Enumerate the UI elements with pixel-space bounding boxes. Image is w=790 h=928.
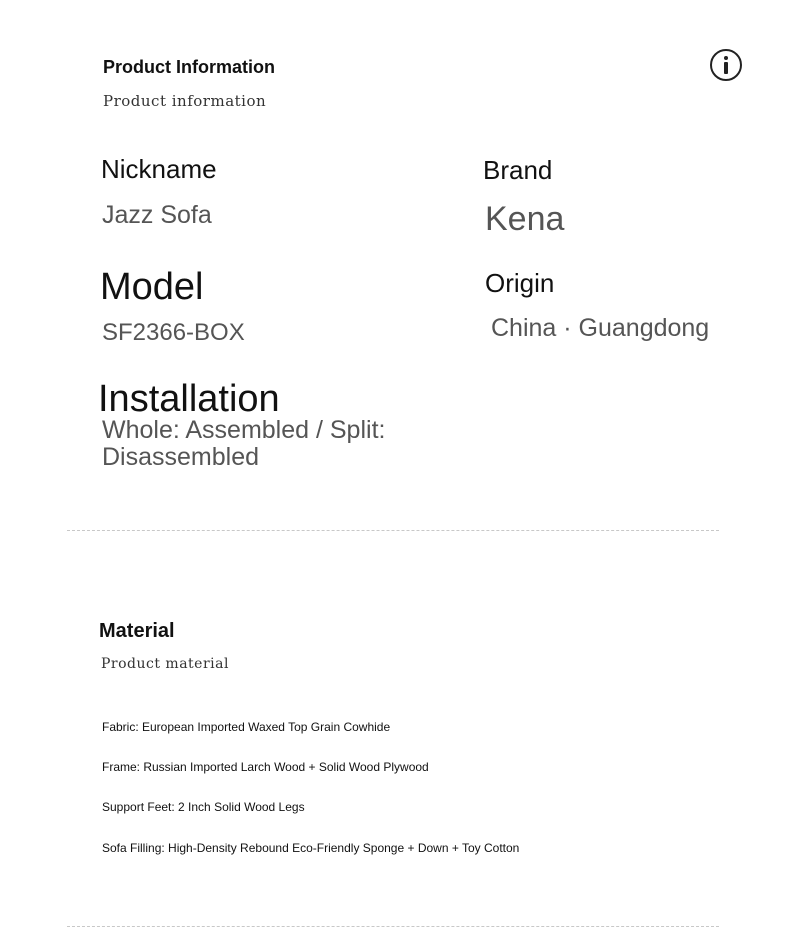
installation-value-line1: Whole: Assembled / Split:: [102, 416, 386, 444]
info-icon-bar: [724, 62, 728, 74]
material-item-frame: Frame: Russian Imported Larch Wood + Solid Wood Plywood: [102, 760, 429, 774]
info-icon[interactable]: [710, 49, 742, 81]
section-divider: [67, 926, 719, 927]
material-item-support-feet: Support Feet: 2 Inch Solid Wood Legs: [102, 800, 305, 814]
model-value: SF2366-BOX: [102, 319, 245, 346]
model-label: Model: [100, 266, 204, 308]
installation-value-line2: Disassembled: [102, 443, 260, 471]
product-info-subtitle: Product information: [103, 92, 267, 110]
info-icon-dot: [724, 56, 728, 60]
section-divider: [67, 530, 719, 531]
material-item-fabric: Fabric: European Imported Waxed Top Grain Cowhide: [102, 720, 391, 734]
material-subtitle: Product material: [101, 656, 229, 672]
origin-value: China · Guangdong: [491, 314, 710, 342]
origin-label: Origin: [485, 268, 555, 298]
nickname-label: Nickname: [101, 154, 217, 184]
brand-value: Kena: [485, 200, 565, 238]
material-item-sofa-filling: Sofa Filling: High-Density Rebound Eco-Friendly Sponge + Down + Toy Cotton: [102, 841, 520, 855]
brand-label: Brand: [483, 155, 553, 185]
installation-label: Installation: [98, 378, 280, 420]
material-title: Material: [99, 620, 175, 642]
nickname-value: Jazz Sofa: [102, 201, 212, 229]
product-info-title: Product Information: [103, 57, 275, 77]
